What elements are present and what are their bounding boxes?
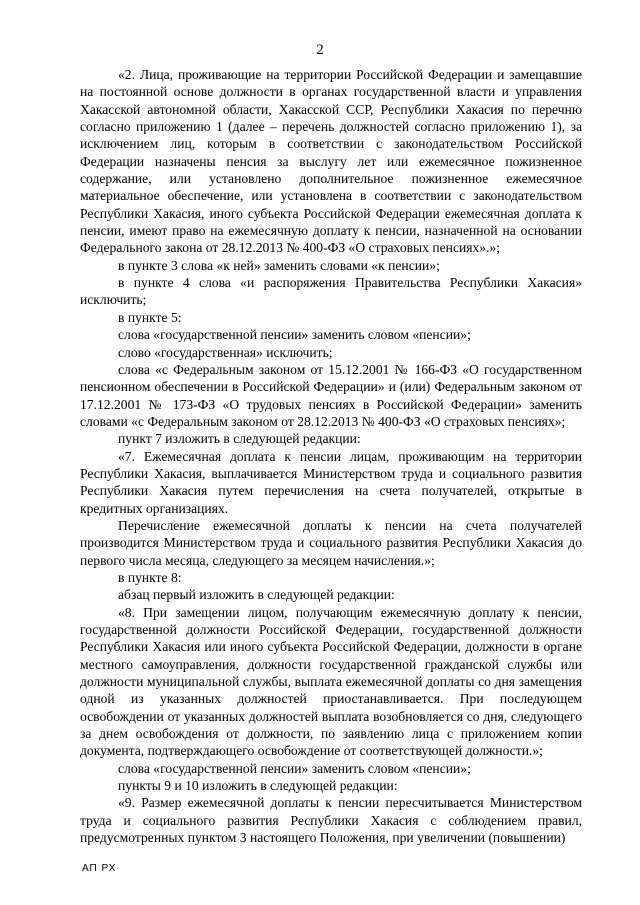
paragraph-point-8-intro: в пункте 8: [118,569,182,585]
paragraph-transfer: Перечисление ежемесячной доплаты к пенсии на счета получателей производится Министерством труда и социального развития Республики Хакасия до первого числа месяца, следующего за месяцем начисления.»; [80,517,582,568]
paragraph-point-4: в пункте 4 слова «и распоряжения Правительства Республики Хакасия» исключить; [80,275,582,308]
paragraph-point-5-words: слова «государственной пенсии» заменить словом «пенсии»; [118,327,471,343]
paragraph-item-2: «2. Лица, проживающие на территории Российской Федерации и замещавшие на постоянной основе должности в органах государственной власти и управления Хакасской автономной области, Хакасской ССР, Республики Хакасия по перечню согласно приложению 1 (далее – перечень должностей согласно приложению 1), за исключением лиц, которым в соответствии с законодательством Российской Федерации назначены пенсия за выслугу лет или ежемесячное пожизненное содержание, или установлено дополнительное пожизненное ежемесячное материальное обеспечение, или установлена в соответствии с законодательством Республики Хакасия, иного субъекта Российской Федерации ежемесячная доплата к пенсии, имеют право на ежемесячную доплату к пенсии, назначенной на основании Федерального закона от 28.12.2013 № 400-ФЗ «О страховых пенсиях».»; [80,67,582,256]
paragraph-point-8-abzac: абзац первый изложить в следующей редакции: [118,587,395,603]
footer-mark: АП РХ [82,863,117,874]
page-number: 2 [316,42,324,58]
paragraph-points-9-10-intro: пункты 9 и 10 изложить в следующей редакции: [118,778,398,794]
paragraph-point-7-text: «7. Ежемесячная доплата к пенсии лицам, проживающим на территории Республики Хакасия, выплачивается Министерством труда и социального развития Республики Хакасия путем перечисления на счета получателей, открытые в кредитных организациях. [80,448,582,516]
paragraph-point-5-intro: в пункте 5: [118,309,182,325]
paragraph-point-8-text: «8. При замещении лицом, получающим ежемесячную доплату к пенсии, государственной должности Российской Федерации, государственной должности Республики Хакасия или иного субъекта Российской Федерации, должности в органе местного самоуправления, должности государственной гражданской службы или должности муниципальной службы, выплата ежемесячной доплаты со дня замещения одной из указанных должностей приостанавливается. При последующем освобождении от указанных должностей выплата возобновляется со дня, следующего за днем освобождения от должности, по заявлению лица с приложением копии документа, подтверждающего освобождение от соответствующей должности.»; [80,604,582,759]
paragraph-point-5-word: слово «государственная» исключить; [118,344,333,360]
paragraph-point-9-text: «9. Размер ежемесячной доплаты к пенсии пересчитывается Министерством труда и социального развития Республики Хакасия с соблюдением правил, предусмотренных пунктом 3 настоящего Положения, при увеличении (повышении) [80,795,582,846]
document-body [80,66,582,846]
paragraph-point-3: в пункте 3 слова «к ней» заменить словами «к пенсии»; [118,257,440,273]
paragraph-point-7-intro: пункт 7 изложить в следующей редакции: [118,431,361,447]
paragraph-point-8-words: слова «государственной пенсии» заменить словом «пенсии»; [118,760,471,776]
paragraph-point-5-laws: слова «с Федеральным законом от 15.12.2001 № 166-ФЗ «О государственном пенсионном обеспечении в Российской Федерации» и (или) Федеральным законом от 17.12.2001 № 173-ФЗ «О трудовых пенсиях в Российской Федерации» заменить словами «с Федеральным законом от 28.12.2013 № 400-ФЗ «О страховых пенсиях»; [80,361,582,429]
